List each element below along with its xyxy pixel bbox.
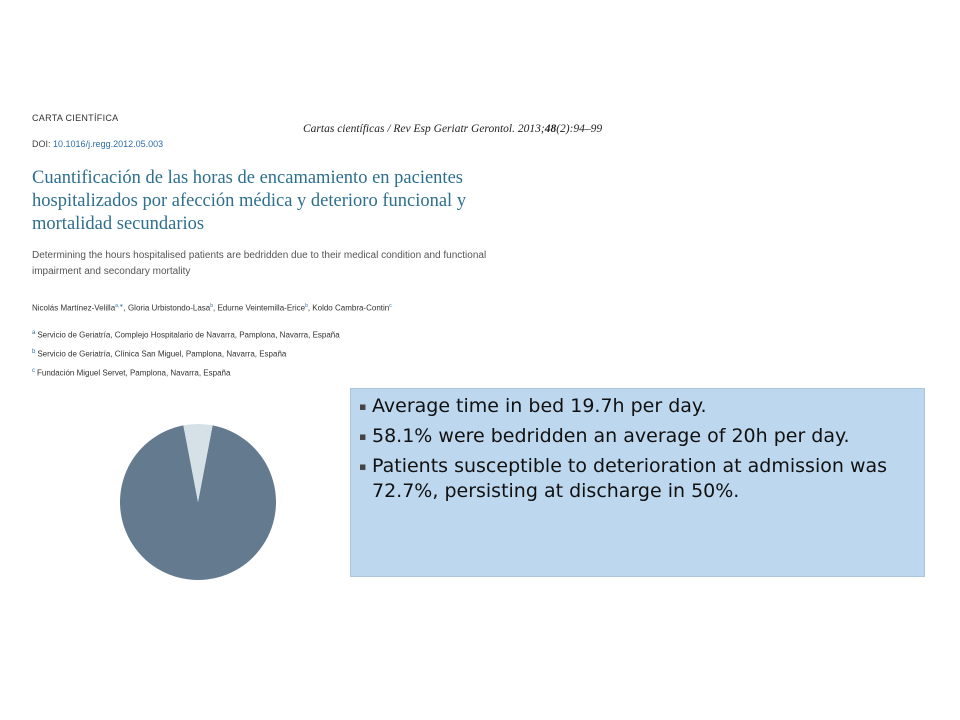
author-affiliation-mark: c	[389, 303, 392, 309]
affiliation	[32, 349, 286, 359]
findings-callout	[350, 388, 925, 577]
journal-citation	[303, 123, 602, 135]
article-title	[32, 167, 532, 236]
affiliation	[32, 368, 230, 378]
findings-list	[359, 394, 904, 504]
square-bullet-icon: ▪	[359, 460, 367, 473]
square-bullet-icon: ▪	[359, 430, 367, 443]
author-name: Nicolás Martínez-Velilla	[32, 303, 116, 313]
title-line: hospitalizados por afección médica y deterioro funcional y	[32, 191, 467, 211]
affiliation-text: Fundación Miguel Servet, Pamplona, Navarra, España	[37, 368, 231, 378]
section-label: CARTA CIENTÍFICA	[32, 113, 119, 123]
doi-link[interactable]: 10.1016/j.regg.2012.05.003	[53, 139, 164, 149]
affiliation-mark: a	[32, 330, 36, 336]
article-subtitle	[32, 248, 562, 279]
subtitle-line: Determining the hours hospitalised patients are bedridden due to their medical condition and functional	[32, 250, 487, 261]
pie-chart	[118, 422, 278, 582]
author-name: Gloria Urbistondo-Lasa	[127, 303, 211, 313]
title-line: mortalidad secundarios	[32, 214, 205, 234]
title-line: Cuantificación de las horas de encamamiento en pacientes	[32, 168, 463, 188]
author-affiliation-mark: b	[210, 303, 213, 309]
author-name: Edurne Veintemilla-Erice	[217, 303, 306, 313]
square-bullet-icon: ▪	[359, 400, 367, 413]
doi-prefix: DOI:	[32, 139, 51, 149]
citation-suffix: (2):94–99	[556, 123, 603, 135]
list-item	[359, 424, 904, 449]
list-item	[359, 454, 904, 504]
finding-text: Patients susceptible to deterioration at admission was 72.7%, persisting at discharge in 50%.	[372, 455, 888, 502]
citation-volume: 48	[544, 123, 557, 135]
affiliation-text: Servicio de Geriatría, Complejo Hospitalario de Navarra, Pamplona, Navarra, España	[37, 330, 340, 340]
affiliation-text: Servicio de Geriatría, Clínica San Miguel, Pamplona, Navarra, España	[37, 349, 287, 359]
author-list: Nicolás Martínez-Velilla$^{a,∗}$, Gloria Urbistondo-Lasa$^b$, Edurne Veintemilla-Erice$^b$, Koldo Cambra-Contin$^c$	[32, 303, 392, 313]
finding-text: Average time in bed 19.7h per day.	[372, 395, 707, 417]
list-item	[359, 394, 904, 419]
subtitle-line: impairment and secondary mortality	[32, 265, 191, 277]
citation-prefix: Cartas científicas / Rev Esp Geriatr Gerontol. 2013;	[303, 123, 545, 135]
author-name: Koldo Cambra-Contin	[312, 303, 390, 313]
author-affiliation-mark: b	[305, 303, 308, 309]
author-affiliation-mark: a,∗	[115, 303, 124, 309]
affiliation	[32, 330, 340, 340]
affiliation-mark: c	[32, 368, 35, 374]
doi-line	[32, 139, 163, 149]
finding-text: 58.1% were bedridden an average of 20h per day.	[372, 425, 850, 447]
affiliation-mark: b	[32, 349, 36, 355]
article-header-clip	[30, 105, 670, 385]
